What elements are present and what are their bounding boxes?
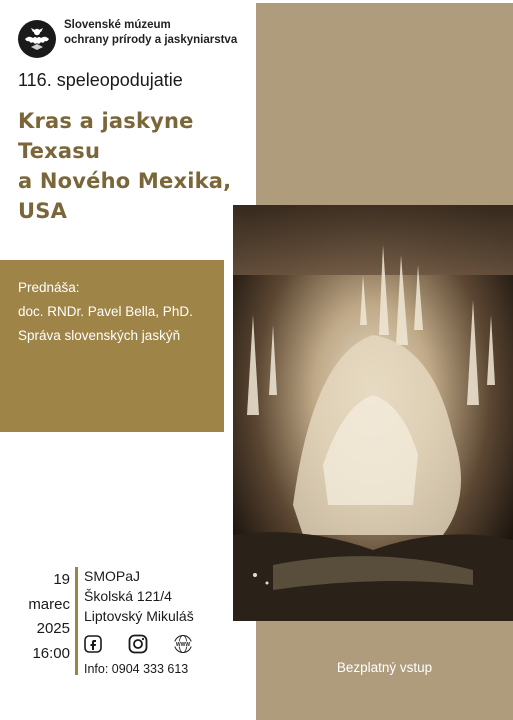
date-day: 19 xyxy=(53,571,70,588)
venue-street: Školská 121/4 xyxy=(84,588,172,604)
venue-address xyxy=(84,566,194,626)
cave-photo xyxy=(233,205,513,621)
lecturer-name: doc. RNDr. Pavel Bella, PhD. xyxy=(18,304,193,319)
facebook-icon[interactable] xyxy=(84,635,102,653)
bat-logo-icon xyxy=(18,20,56,58)
organization-name xyxy=(64,18,264,48)
title-line-4: USA xyxy=(18,199,68,223)
www-globe-icon[interactable] xyxy=(172,634,194,654)
organization-header xyxy=(18,18,264,58)
date-time: 16:00 xyxy=(32,644,70,662)
lecturer-box xyxy=(0,260,224,432)
social-links xyxy=(84,634,194,654)
date-divider xyxy=(75,567,78,675)
lecturer-label: Prednáša: xyxy=(18,280,80,295)
www-label: WWW xyxy=(175,641,191,648)
contact-info: Info: 0904 333 613 xyxy=(84,662,189,676)
admission-note: Bezplatný vstup xyxy=(336,660,433,675)
title-line-3: a Nového Mexika, xyxy=(18,169,232,193)
lecturer-affiliation: Správa slovenských jaskýň xyxy=(18,328,181,343)
org-name-line1: Slovenské múzeum xyxy=(64,19,171,31)
event-series: 116. speleopodujatie xyxy=(18,70,183,90)
title-line-1: Kras a jaskyne xyxy=(18,109,194,133)
org-name-line2: ochrany prírody a jaskyniarstva xyxy=(64,34,238,46)
instagram-icon[interactable] xyxy=(128,634,148,654)
date-month: marec xyxy=(28,595,70,613)
title-line-2: Texasu xyxy=(18,139,101,163)
event-date xyxy=(10,568,70,666)
venue-city: Liptovský Mikuláš xyxy=(84,608,194,624)
venue-name: SMOPaJ xyxy=(84,568,141,584)
date-year: 2025 xyxy=(36,620,70,637)
